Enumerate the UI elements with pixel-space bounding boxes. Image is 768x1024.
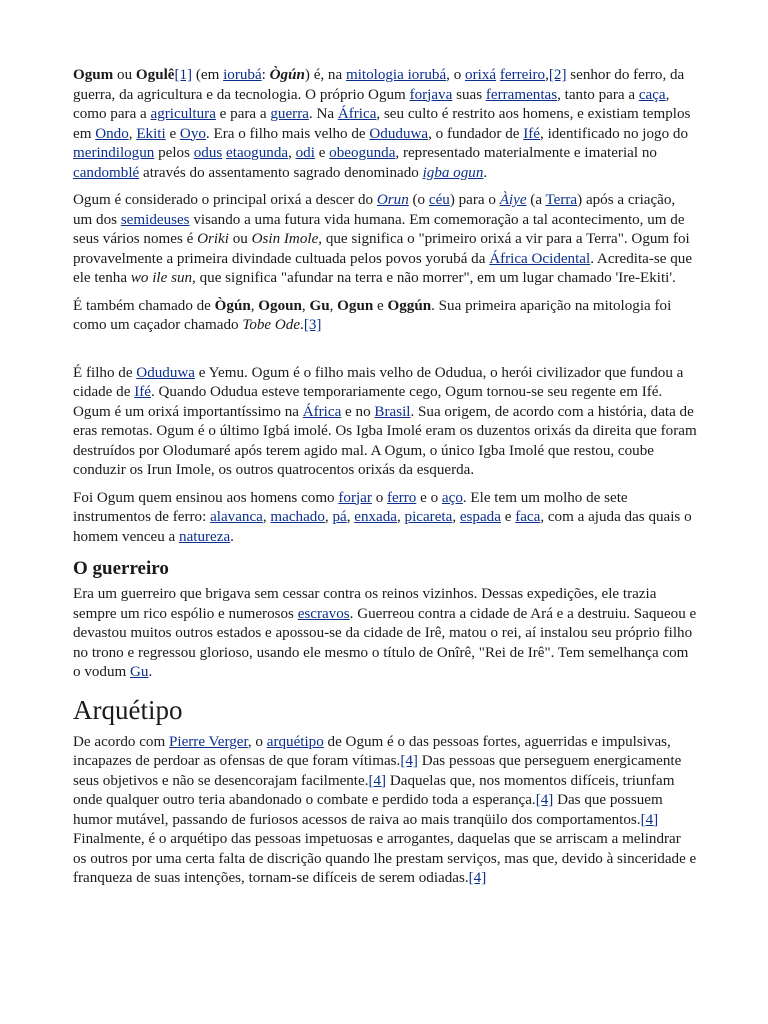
wiki-link[interactable]: forjava [409,86,453,103]
paragraph [73,66,697,183]
text-run: , [346,509,355,525]
text-run: É filho de [73,364,137,381]
wiki-link[interactable]: igba ogun [422,164,484,181]
text-run: . Era o filho mais velho de [205,125,370,142]
wiki-link[interactable]: Terra [545,192,578,208]
text-run: . Guerreou contra a cidade de Ará e a destruiu. Saqueou e devastou muitos outros estados e apossou-se da cidade de Irê, matou o rei, aí instalou seu próprio filho no trono e regressou glorioso, usando ele mesmo o título de Onîrê, "Rei de Irê". Tem semelhança com o vodum [73,605,697,680]
spacer [73,344,697,364]
text-run: Ogum é considerado o principal orixá a descer do [73,192,377,208]
text-run: (em [192,67,224,83]
bold-text: Gu [309,297,330,314]
wiki-link[interactable]: África [337,106,377,122]
bold-text: Ogoun [258,297,302,314]
text-run: , [262,509,271,525]
wiki-link[interactable]: céu [428,192,450,208]
wiki-link[interactable]: machado [270,509,325,525]
wiki-link[interactable]: merindilogun [73,145,155,161]
text-run: É também chamado de [73,297,215,314]
text-run: , [250,297,259,314]
text-run: , [329,297,338,314]
text-run: , [301,297,310,314]
text-run: , [324,509,333,525]
text-run: , tanto para a [557,86,639,103]
text-run: através do assentamento sagrado denominado [139,164,423,181]
text-run: e [314,145,330,161]
text-run: (a [526,192,546,208]
citation-link[interactable]: [4] [640,811,659,828]
text-run: . Ele tem um molho de sete instrumentos de ferro: [73,489,628,525]
italic-text: Osin Imole [251,231,319,247]
wiki-link[interactable]: Ekiti [136,125,166,142]
warrior-section [73,557,697,683]
text-run: visando a uma futura vida humana. Em comemoração a tal acontecimento, um de seus vários nomes é [73,211,685,247]
wiki-link[interactable]: Oduduwa [369,125,429,142]
wiki-link[interactable]: aço [441,489,463,506]
text-run: . [300,317,304,333]
paragraph [73,191,697,289]
wiki-link[interactable]: Àiye [499,192,527,208]
bold-text: Ogulê [135,67,175,83]
paragraph [73,489,697,548]
article-body [73,66,697,897]
text-run: senhor do ferro, da guerra, da agricultura e da tecnologia. O próprio Ogum [73,67,685,103]
text-run: , [452,509,460,525]
paragraph [73,364,697,481]
paragraph [73,297,697,336]
text-run: o [371,489,388,506]
wiki-link[interactable]: Brasil [374,403,411,420]
wiki-link[interactable]: odus [193,145,223,161]
wiki-link[interactable]: Orun [376,192,409,208]
wiki-link[interactable]: etaogunda [226,145,289,161]
text-run: , o fundador de [428,125,524,142]
italic-text: Tobe Ode [242,317,301,333]
wiki-link[interactable]: caça [638,86,666,103]
archetype-section [73,693,697,889]
text-run: . [230,528,234,545]
paragraph [73,585,697,683]
text-run: Das que possuem humor mutável, passando de furiosos acessos de raiva ao mais tranqüilo dos comportamentos. [73,792,663,828]
wiki-link[interactable]: ferramentas [485,86,558,103]
text-run: . [148,664,153,680]
citation-link[interactable]: [4] [468,870,487,886]
text-run: e no [341,403,375,420]
wiki-link[interactable]: candomblé [73,164,140,181]
text-run: , representado materialmente e imaterial no [395,145,657,161]
text-run: Era um guerreiro que brigava sem cessar contra os reinos vizinhos. Dessas expedições, ele trazia sempre um rico espólio e numerosos [73,586,657,622]
wiki-link[interactable]: mitologia iorubá [345,67,447,83]
text-run: Das pessoas que perseguem energicamente seus objetivos e não se desencorajam facilmente. [73,753,682,789]
citation-link[interactable]: [4] [368,772,387,789]
text-run: e [373,297,388,314]
wiki-link[interactable]: escravos [297,605,350,622]
text-run: , [545,67,549,83]
wiki-link[interactable]: ferreiro [499,67,546,83]
text-run: ) para o [449,192,500,208]
wiki-link[interactable]: Ifé [134,384,151,400]
wiki-link[interactable]: guerra [270,106,309,122]
citation-link[interactable]: [4] [535,792,554,808]
citation-link[interactable]: [2] [548,67,567,83]
text-run: . Sua primeira aparição na mitologia foi como um caçador chamado [73,297,672,333]
text-run: Daquelas que, nos momentos difíceis, triunfam onde qualquer outro teria abandonado o combate e perdido toda a esperança. [73,772,675,808]
text-run: Foi Ogum quem ensinou aos homens como [73,489,339,506]
text-run: ) é, na [304,67,346,83]
wiki-link[interactable]: África Ocidental [489,250,591,267]
wiki-link[interactable]: agricultura [150,106,216,122]
text-run: ou [228,231,252,247]
text-run: , [128,125,137,142]
bold-text: Ògún [214,297,251,314]
text-run: pelos [154,145,194,161]
wiki-link[interactable]: Gu [130,664,149,680]
wiki-link[interactable]: odi [295,145,315,161]
text-run: De acordo com [73,733,169,750]
citation-link[interactable]: [3] [303,317,322,333]
text-run: , seu culto é restrito aos homens, e existiam templos em [73,106,691,142]
wiki-link[interactable]: Oyo [179,125,206,142]
wiki-link[interactable]: ferro [387,489,417,506]
section-heading-archetype: Arquétipo [73,694,183,725]
wiki-link[interactable]: semideuses [120,211,190,228]
text-run: , o [247,733,267,750]
text-run: . Quando Odudua esteve temporariamente cego, Ogum tornou-se seu regente em Ifé. Ogum é um orixá importantíssimo na [73,384,663,420]
bold-text: Ogum [73,67,114,83]
text-run: . [483,164,488,181]
text-run: (o [408,192,429,208]
paragraph [73,733,697,889]
bold-text: Oggún [387,297,432,314]
wiki-link[interactable]: iorubá [223,67,262,83]
wiki-link[interactable]: alavanca [210,509,263,525]
text-run: , que significa o "primeiro orixá a vir para a Terra". Ogum foi provavelmente a primeira divindade cultuada pelos povos yorubá da [73,231,690,267]
text-run: , identificado no jogo do [540,125,688,142]
wiki-link[interactable]: forjar [338,489,372,506]
citation-link[interactable]: [4] [400,753,418,769]
text-run: Finalmente, é o arquétipo das pessoas impetuosas e arrogantes, daquelas que se arriscam a melindrar os outros por uma certa falta de discrição quando lhe prestam serviços, mas que, devido à sinceridade e franqueza de suas intenções, tornam-se difíceis de serem odiadas. [73,831,697,886]
wiki-link[interactable]: natureza [179,528,231,545]
text-run: e para a [215,106,271,122]
intro-section [73,66,697,336]
wiki-link[interactable]: Ondo [95,125,129,142]
wiki-link[interactable]: arquétipo [266,733,324,750]
text-run: e [500,509,516,525]
wiki-link[interactable]: África [302,403,342,420]
wiki-link[interactable]: Pierre Verger [168,733,248,750]
text-run: , o [446,67,466,83]
citation-link[interactable]: [1] [174,67,193,83]
section-heading-warrior: O guerreiro [73,558,169,579]
text-run: . Acredita-se que ele tenha [73,250,693,286]
wiki-link[interactable]: pá [332,509,347,525]
text-run: , que significa "afundar na terra e não morrer", em um lugar chamado 'Ire-Ekiti'. [192,270,676,286]
text-run: suas [452,86,486,103]
history-section [73,364,697,548]
wiki-link[interactable]: Ifé [523,125,541,142]
text-run: , com a ajuda das quais o homem venceu a [73,509,692,545]
text-run: : [261,67,270,83]
text-run: ou [113,67,136,83]
wiki-link[interactable]: obeogunda [329,145,396,161]
wiki-link[interactable]: Oduduwa [136,364,195,381]
wiki-link[interactable]: enxada [354,509,397,525]
text-run: , [397,509,405,525]
bold-text: Ògún [269,67,305,83]
wiki-link[interactable]: espada [459,509,501,525]
wiki-link[interactable]: orixá [465,67,497,83]
text-run: e Yemu. Ogum é o filho mais velho de Odudua, o herói civilizador que fundou a cidade de [73,364,684,400]
text-run: ) após a criação, um dos [73,192,676,228]
text-run: e [165,125,180,142]
italic-text: wo ile sun [130,270,193,286]
text-run: de Ogum é o das pessoas fortes, aguerridas e impulsivas, incapazes de perdoar as ofensas de que foram vítimas. [73,733,671,769]
text-run: , como para a [73,86,670,122]
bold-text: Ogun [337,297,374,314]
wiki-link[interactable]: faca [515,509,541,525]
wiki-link[interactable]: picareta [404,509,453,525]
text-run: e o [416,489,442,506]
text-run: . Sua origem, de acordo com a história, data de eras remotas. Ogum é o último Igbá imolé. Os Igba Imolé eram os duzentos orixás da direita que foram destruídos por Olodumaré após terem agido mal. A Ogum, o único Igba Imolé que restou, coube conduzir os Irun Imole, os outros quatrocentos orixás da esquerda. [73,403,697,478]
italic-text: Oriki [197,231,229,247]
text-run: . Na [308,106,338,122]
text-run: , [288,145,296,161]
